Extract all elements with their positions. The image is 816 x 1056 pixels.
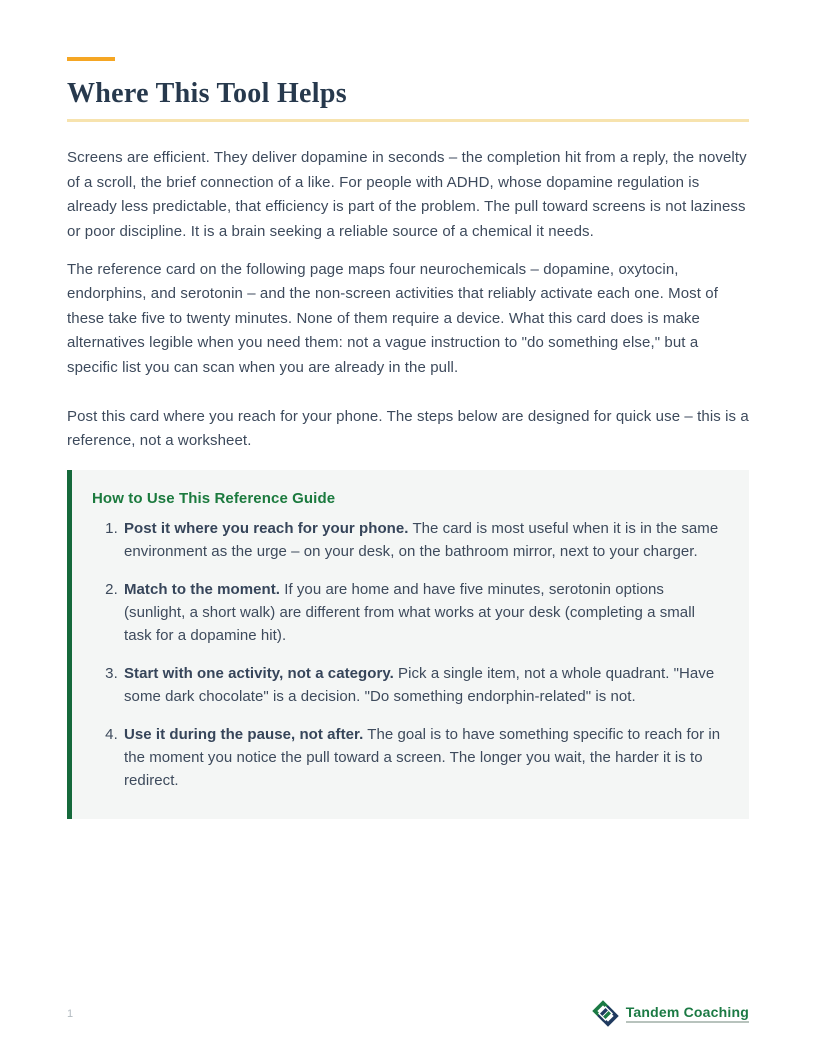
list-item-2 [122,578,725,648]
brand-logo [592,1000,749,1027]
tandem-diamond-icon [592,1000,619,1027]
list-item-4-text: The goal is to have something specific to reach for in the moment you notice the pull toward a screen. The longer you wait, the harder it is to redirect. [124,725,721,790]
title-underline [67,119,749,122]
page-number: 1 [67,1007,74,1020]
list-item-4-lead: Use it during the pause, not after. [124,725,364,743]
page-title: Where This Tool Helps [67,78,347,109]
intro-paragraph-1: Screens are efficient. They deliver dopamine in seconds – the completion hit from a reply, the novelty of a scroll, the brief connection of a like. For people with ADHD, whose dopamine regulation is already less predictable, that efficiency is part of the problem. The pull toward screens is not laziness or poor discipline. It is a brain seeking a reliable source of a chemical it needs. [67,149,747,240]
accent-bar [67,57,115,61]
list-item-3-lead: Start with one activity, not a category. [124,664,394,682]
how-to-use-callout [67,470,749,819]
list-item-1-lead: Post it where you reach for your phone. [124,519,409,537]
intro-paragraph-3: Post this card where you reach for your phone. The steps below are designed for quick use – this is a reference, not a worksheet. [67,407,749,450]
callout-heading: How to Use This Reference Guide [92,489,336,507]
list-item-1 [122,517,725,564]
list-item-2-text: If you are home and have five minutes, serotonin options (sunlight, a short walk) are different from what works at your desk (completing a small task for a dopamine hit). [124,580,695,645]
list-item-2-lead: Match to the moment. [124,580,281,598]
page-content [67,57,749,819]
list-item-1-text: The card is most useful when it is in the same environment as the urge – on your desk, on the bathroom mirror, next to your charger. [124,519,719,561]
page-footer [67,1000,749,1027]
list-item-4 [122,723,725,793]
list-item-3 [122,662,725,709]
list-item-3-text: Pick a single item, not a whole quadrant. "Have some dark chocolate" is a decision. "Do something endorphin-related" is not. [124,664,715,706]
callout-list [92,517,725,793]
intro-paragraph-2: The reference card on the following page maps four neurochemicals – dopamine, oxytocin, endorphins, and serotonin – and the non-screen activities that reliably activate each one. Most of these take five to twenty minutes. None of them require a device. What this card does is make alternatives legible when you need them: not a vague instruction to "do something else," but a specific list you can scan when you are already in the pull. [67,260,719,376]
brand-name: Tandem Coaching [626,1004,749,1023]
